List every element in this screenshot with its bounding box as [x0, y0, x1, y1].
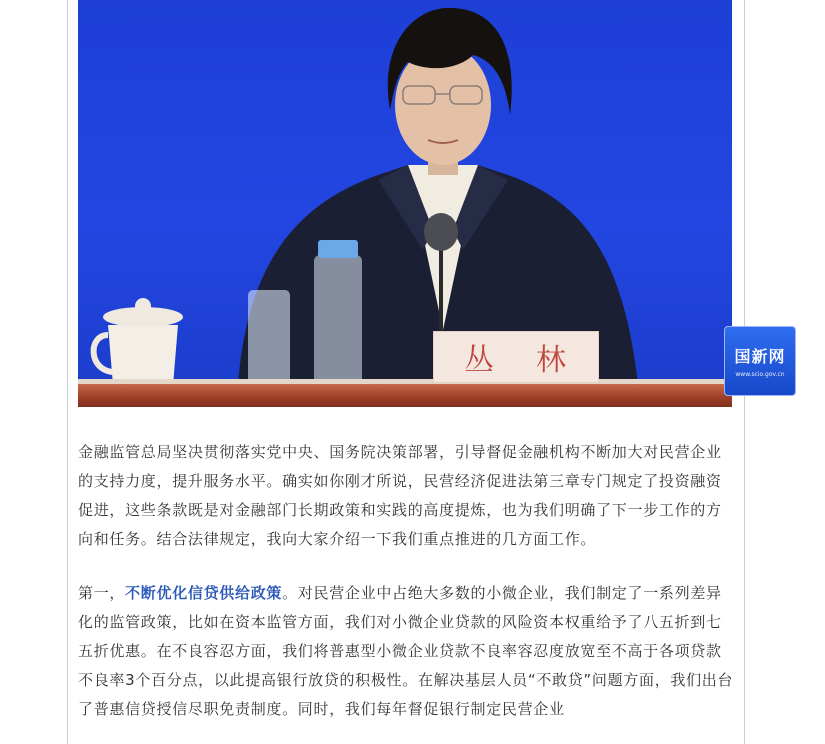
speaker-figure	[78, 0, 732, 407]
paragraph-1: 金融监管总局坚决贯彻落实党中央、国务院决策部署，引导督促金融机构不断加大对民营企业的支持力度，提升服务水平。确实如你刚才所说，民营经济促进法第三章专门规定了投资融资促进，这些条款既是对金融部门长期政策和实践的高度提炼，也为我们明确了下一步工作的方向和任务。结合法律规定，我向大家介绍一下我们重点推进的几方面工作。	[78, 443, 722, 548]
nameplate-char-1: 丛	[464, 343, 496, 378]
highlight-policy: 不断优化信贷供给政策	[125, 584, 283, 602]
nameplate	[433, 331, 599, 383]
nameplate-char-2: 林	[536, 343, 568, 378]
article-body	[78, 438, 734, 724]
paragraph-2-prefix: 第一，	[78, 584, 126, 602]
table-edge	[78, 384, 732, 407]
press-conference-photo	[78, 0, 786, 407]
paragraph-2-body: 。对民营企业中占绝大多数的小微企业，我们制定了一系列差异化的监管政策，比如在资本监管方面，我们对小微企业贷款的风险资本权重给予了八五折到七五折优惠。在不良容忍方面，我们将普惠型小微企业贷款不良率容忍度放宽至不高于各项贷款不良率3个百分点，以此提高银行放贷的积极性。在解决基层人员“不敢贷”问题方面，我们出台了普惠信贷授信尽职免责制度。同时，我们每年督促银行制定民营企业	[78, 584, 734, 718]
paragraph-2	[78, 579, 734, 724]
scio-logo	[724, 326, 796, 396]
logo-url: www.scio.gov.cn	[735, 371, 785, 378]
logo-title: 国新网	[734, 347, 786, 366]
